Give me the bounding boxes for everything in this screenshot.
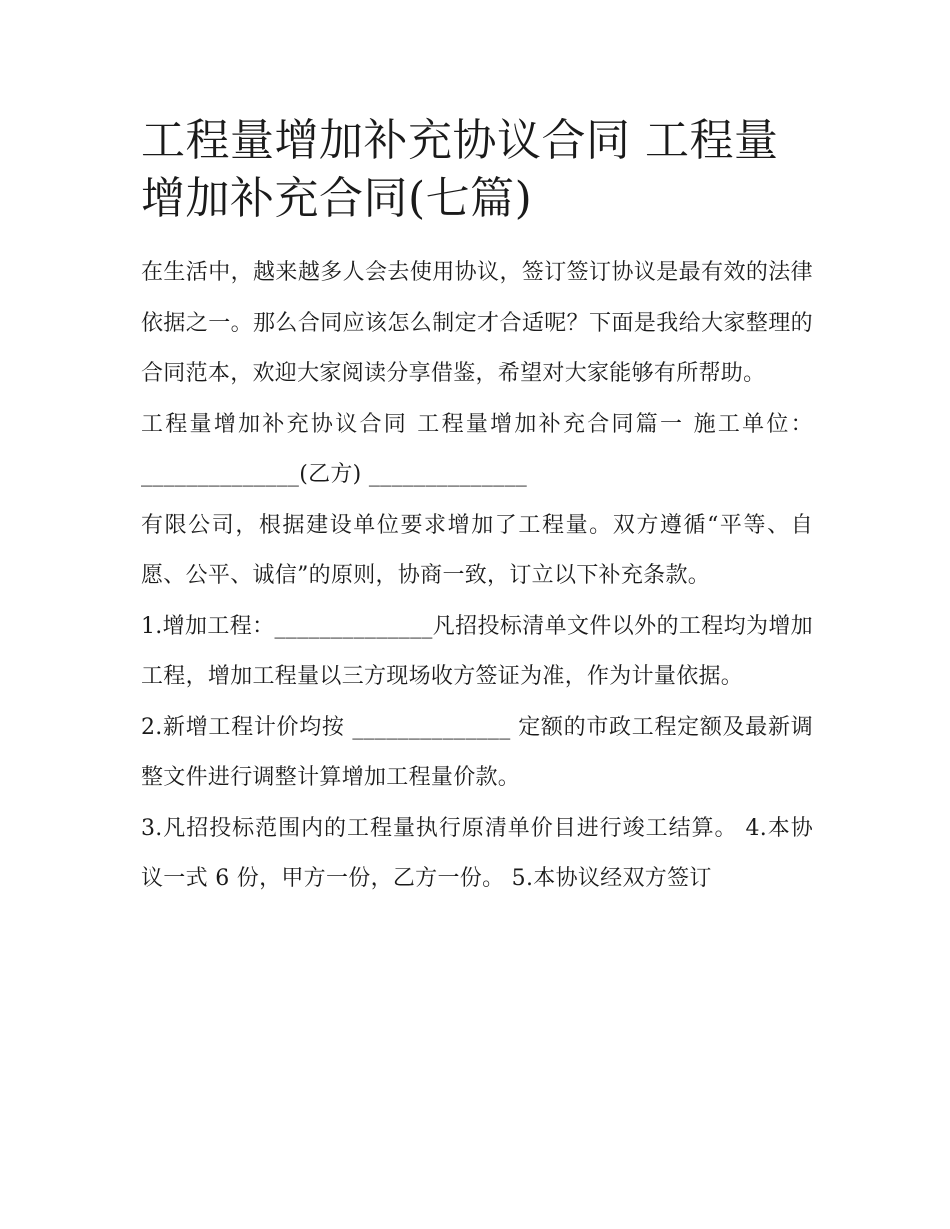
clause-1-paragraph: 1.增加工程：______________凡招投标清单文件以外的工程均为增加工程，增加工程量以三方现场收方签证为准，作为计量依据。 <box>141 613 813 689</box>
clause-3-5-paragraph: 3.凡招投标范围内的工程量执行原清单价目进行竣工结算。 4.本协议一式 6 份，甲方一份，乙方一份。 5.本协议经双方签订 <box>141 815 813 891</box>
clause-2-paragraph: 2.新增工程计价均按 ______________ 定额的市政工程定额及最新调整文件进行调整计算增加工程量价款。 <box>141 714 813 790</box>
document-page <box>141 112 813 905</box>
contract-header-paragraph: 工程量增加补充协议合同 工程量增加补充合同篇一 施工单位：______________(乙方) ______________ <box>141 411 813 487</box>
intro-paragraph: 在生活中，越来越多人会去使用协议，签订签订协议是最有效的法律依据之一。那么合同应该怎么制定才合适呢？下面是我给大家整理的合同范本，欢迎大家阅读分享借鉴，希望对大家能够有所帮助。 <box>141 260 813 386</box>
principles-paragraph: 有限公司，根据建设单位要求增加了工程量。双方遵循“平等、自愿、公平、诚信”的原则，协商一致，订立以下补充条款。 <box>141 512 813 588</box>
document-title: 工程量增加补充协议合同 工程量增加补充合同(七篇) <box>141 115 779 224</box>
